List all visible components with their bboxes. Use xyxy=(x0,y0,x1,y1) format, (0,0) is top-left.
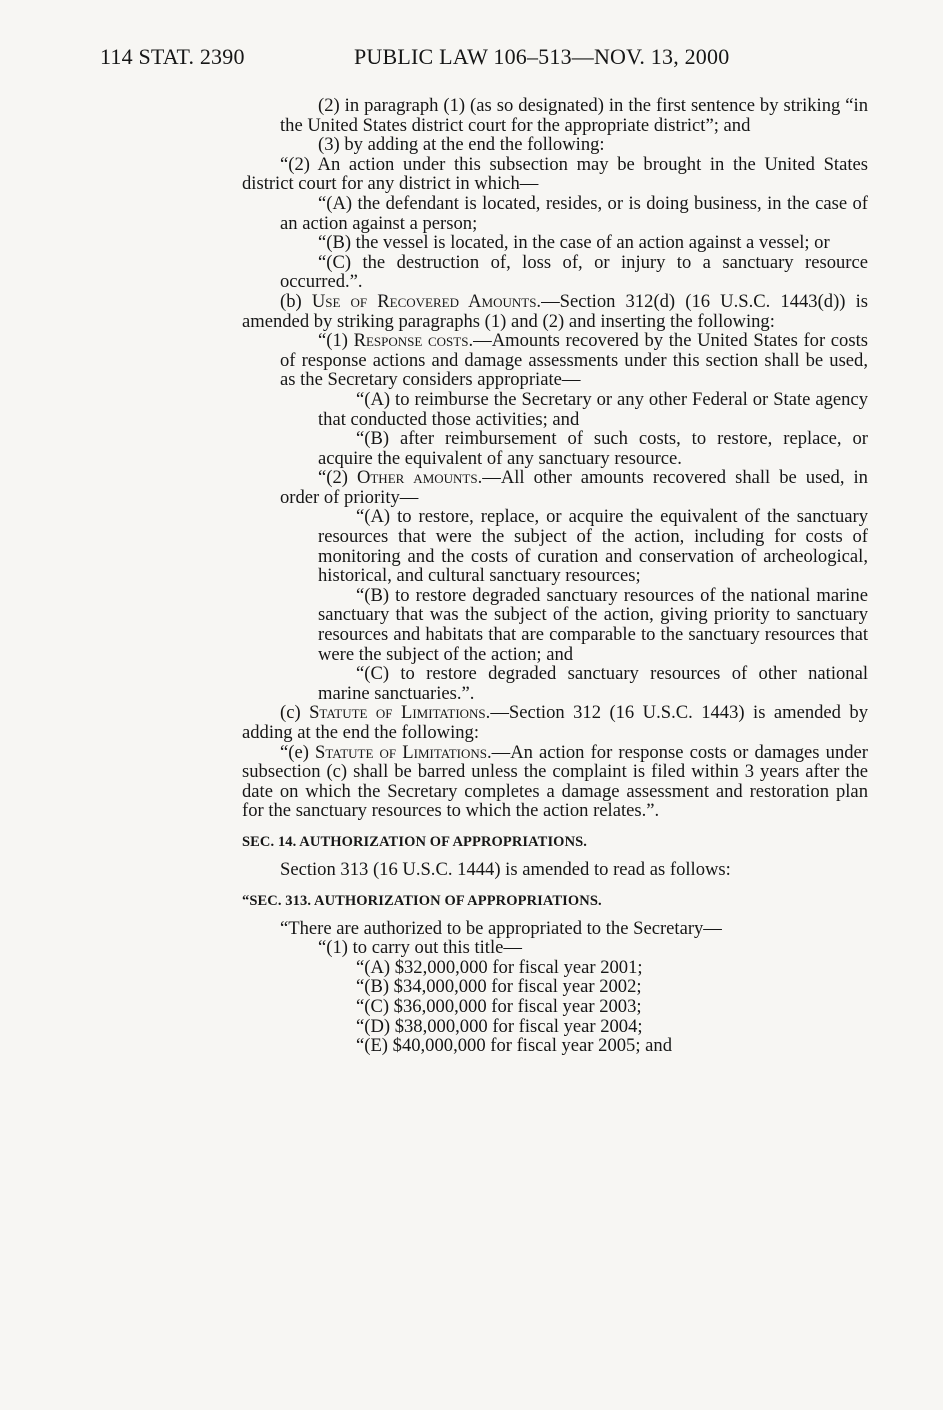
paragraph: “(B) the vessel is located, in the case of an action against a vessel; or xyxy=(318,232,830,254)
paragraph-subsection-e: “(e) Statute of Limitations.—An action for response costs or damages under subsection (c) shall be barred unless the complaint is filed within 3 years after the date on which the Secretary completes a damage assessment and restoration plan for the sanctuary resources to which the action relates.”. xyxy=(242,741,868,822)
paragraph-subsection-c: (c) Statute of Limitations.—Section 312 (16 U.S.C. 1443) is amended by adding at the end the following: xyxy=(242,702,868,743)
section-313-item-1: “(1) to carry out this title— xyxy=(318,937,522,959)
section-313-intro: “There are authorized to be appropriated to the Secretary— xyxy=(280,917,722,939)
paragraph: “(B) to restore degraded sanctuary resources of the national marine sanctuary that was the subject of the action, giving priority to sanctuary resources and habitats that are comparable to the sanctuary resources that were the subject of the action; and xyxy=(318,584,868,665)
paragraph-heading: Other amounts xyxy=(356,467,478,489)
subsection-heading: Statute of Limitations xyxy=(315,741,487,763)
paragraph-subsection-b: (b) Use of Recovered Amounts.—Section 312(d) (16 U.S.C. 1443(d)) is amended by striking paragraphs (1) and (2) and inserting the following: xyxy=(242,290,868,332)
appropriation-amount: “(C) $36,000,000 for fiscal year 2003; xyxy=(356,995,642,1017)
appropriation-amount: “(E) $40,000,000 for fiscal year 2005; and xyxy=(356,1035,672,1057)
paragraph: (2) in paragraph (1) (as so designated) in the first sentence by striking “in the United States district court for the appropriate district”; and xyxy=(280,95,868,136)
paragraph: “(C) to restore degraded sanctuary resources of other national marine sanctuaries.”. xyxy=(318,663,868,704)
paragraph: “(B) after reimbursement of such costs, to restore, replace, or acquire the equivalent of any sanctuary resource. xyxy=(318,428,868,469)
paragraph: “(A) the defendant is located, resides, or is doing business, in the case of an action against a person; xyxy=(280,192,868,234)
statute-reference: 114 STAT. 2390 xyxy=(100,44,245,69)
section-313-heading: “SEC. 313. AUTHORIZATION OF APPROPRIATIONS. xyxy=(242,892,602,909)
paragraph: “(2) An action under this subsection may be brought in the United States district court for any district in which— xyxy=(242,153,868,195)
section-14-heading: SEC. 14. AUTHORIZATION OF APPROPRIATIONS. xyxy=(242,833,588,850)
paragraph: “(A) to restore, replace, or acquire the equivalent of the sanctuary resources that were the subject of the action, including for costs of monitoring and the costs of curation and conservation of archeological, historical, and cultural sanctuary resources; xyxy=(318,506,868,587)
subsection-heading: Use of Recovered Amounts xyxy=(311,290,537,312)
paragraph: (3) by adding at the end the following: xyxy=(318,134,605,156)
paragraph: “(A) to reimburse the Secretary or any other Federal or State agency that conducted those activities; and xyxy=(318,388,868,430)
paragraph-response-costs: “(1) Response costs.—Amounts recovered by the United States for costs of response actions and damage assessments under this section shall be used, as the Secretary considers appropriate— xyxy=(280,330,868,391)
subsection-heading: Statute of Limitations xyxy=(309,702,486,724)
appropriation-amount: “(A) $32,000,000 for fiscal year 2001; xyxy=(356,956,643,978)
paragraph-heading: Response costs xyxy=(353,330,469,352)
section-14-text: Section 313 (16 U.S.C. 1444) is amended to read as follows: xyxy=(280,858,731,880)
paragraph: “(C) the destruction of, loss of, or injury to a sanctuary resource occurred.”. xyxy=(280,251,868,293)
appropriation-amount: “(B) $34,000,000 for fiscal year 2002; xyxy=(356,976,642,998)
document-body xyxy=(242,96,868,1056)
appropriation-amount: “(D) $38,000,000 for fiscal year 2004; xyxy=(356,1015,643,1037)
law-reference: PUBLIC LAW 106–513—NOV. 13, 2000 xyxy=(354,44,730,69)
paragraph-other-amounts: “(2) Other amounts.—All other amounts recovered shall be used, in order of priority— xyxy=(280,467,868,508)
page-header xyxy=(100,44,800,74)
